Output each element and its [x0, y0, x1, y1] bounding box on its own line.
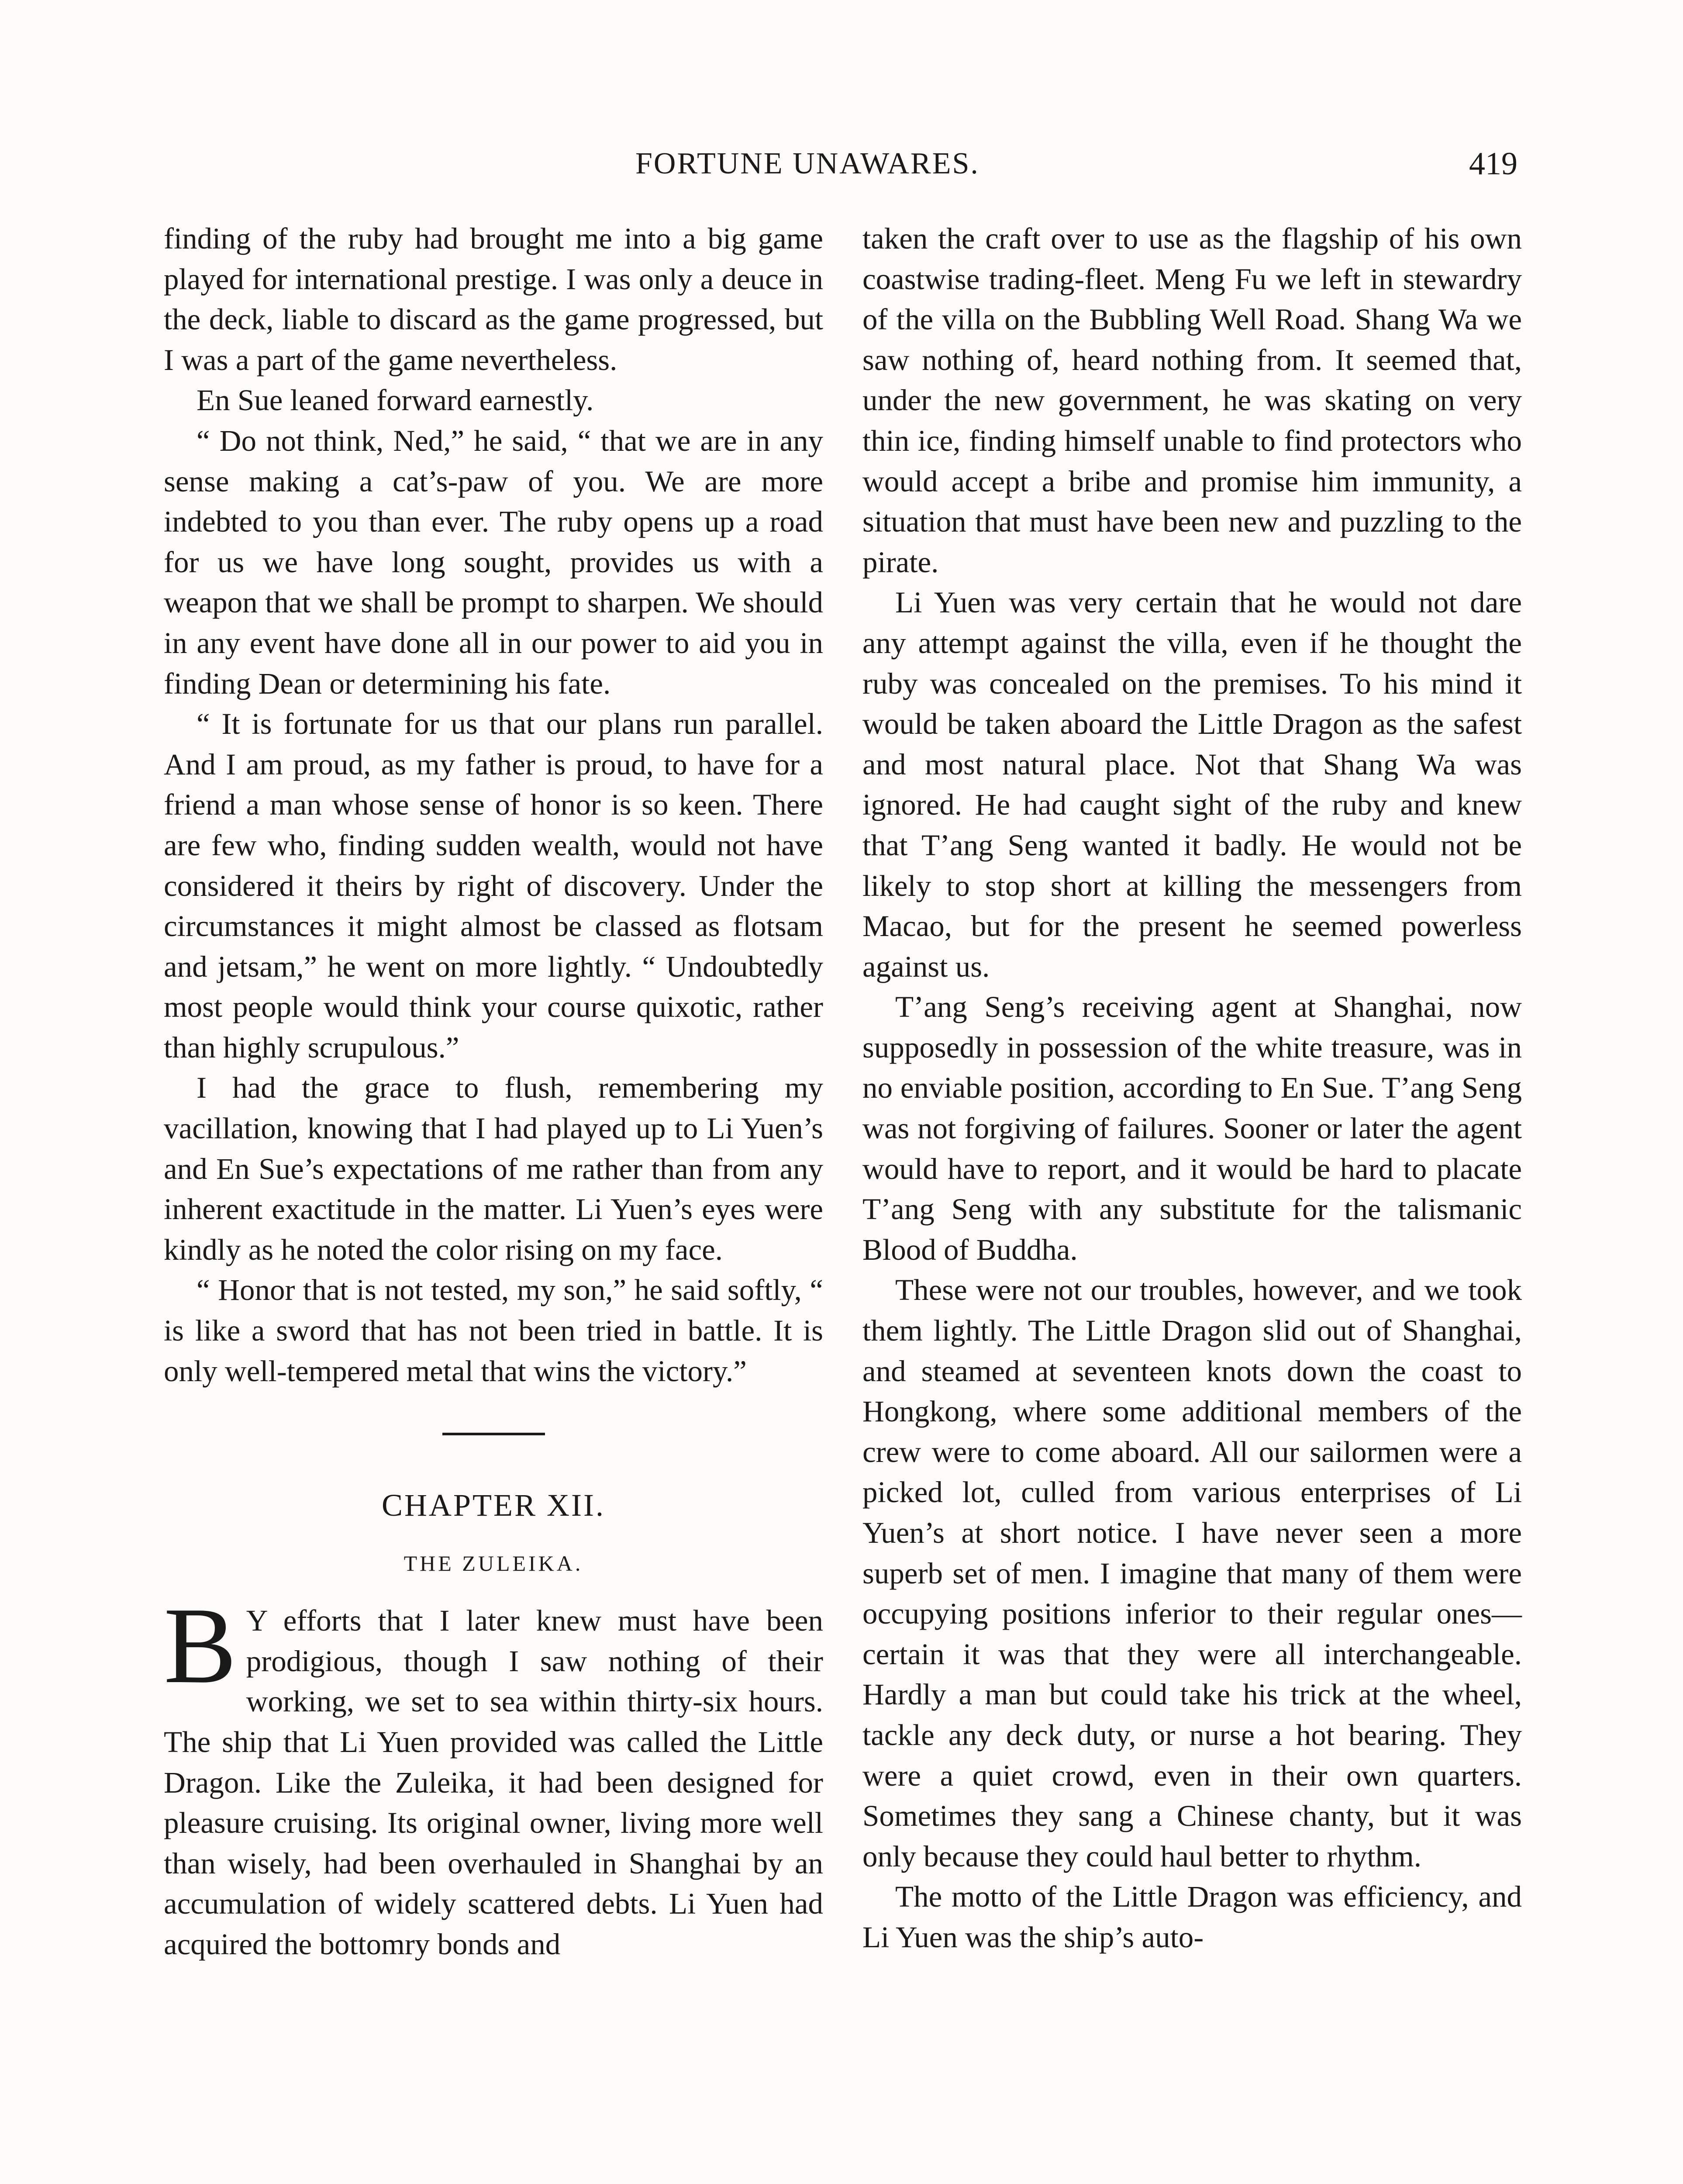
page-number: 419	[1469, 146, 1517, 182]
paragraph: “ It is fortunate for us that our plans run parallel. And I am proud, as my father is proud, to have for a friend a man whose sense of honor is so keen. There are few who, finding sudden wealth, would not have considered it theirs by right of discovery. Under the circumstances it might almost be classed as flotsam and jetsam,” he went on more lightly. “ Undoubtedly most people would think your course quixotic, rather than highly scrupulous.”	[164, 707, 823, 1064]
chapter-opening-paragraph	[164, 1585, 823, 1964]
running-head	[164, 138, 1517, 190]
paragraph: “ Honor that is not tested, my son,” he said softly, “ is like a sword that has not been tried in battle. It is only well-tempered metal that wins the victory.”	[164, 1273, 823, 1388]
chapter-subtitle: THE ZULEIKA.	[404, 1551, 583, 1576]
paragraph: “ Do not think, Ned,” he said, “ that we are in any sense making a cat’s-paw of you. We are more indebted to you than ever. The ruby opens up a road for us we have long sought, provides us with a weapon that we shall be prompt to sharpen. We should in any event have done all in our power to aid you in finding Dean or determining his fate.	[164, 424, 823, 700]
paragraph-text: Y efforts that I later knew must have been prodigious, though I saw nothing of their working, we set to sea within thirty-six hours. The ship that Li Yuen provided was called the Little Dragon. Like the Zuleika, it had been designed for pleasure cruising. Its original owner, living more well than wisely, had been overhauled in Shanghai by an accumulation of widely scattered debts. Li Yuen had acquired the bottomry bonds and	[164, 1604, 823, 1961]
section-divider	[442, 1433, 545, 1435]
paragraph: T’ang Seng’s receiving agent at Shanghai, now supposedly in possession of the white treasure, was in no enviable position, according to En Sue. T’ang Seng was not forgiving of failures. Sooner or later the agent would have to report, and it would be hard to placate T’ang Seng with any substitute for the talismanic Blood of Buddha.	[862, 990, 1522, 1266]
paragraph: The motto of the Little Dragon was efficiency, and Li Yuen was the ship’s auto-	[862, 1880, 1522, 1954]
running-title: FORTUNE UNAWARES.	[635, 147, 979, 180]
drop-cap: B	[164, 1585, 237, 1707]
chapter-title: CHAPTER XII.	[382, 1488, 605, 1523]
right-column	[862, 218, 1522, 1958]
paragraph: These were not our troubles, however, and we took them lightly. The Little Dragon slid out of Shanghai, and steamed at seventeen knots down the coast to Hongkong, where some additional members of the crew were to come aboard. All our sailormen were a picked lot, culled from various enterprises of Li Yuen’s at short notice. I have never seen a more superb set of men. I imagine that many of them were occupying positions inferior to their regular ones—certain it was that they were all interchangeable. Hardly a man but could take his trick at the wheel, tackle any deck duty, or nurse a hot bearing. They were a quiet crowd, even in their own quarters. Sometimes they sang a Chinese chanty, but it was only because they could haul better to rhythm.	[862, 1273, 1522, 1873]
paragraph: Li Yuen was very certain that he would not dare any attempt against the villa, even if he thought the ruby was concealed on the premises. To his mind it would be taken aboard the Little Dragon as the safest and most natural place. Not that Shang Wa was ignored. He had caught sight of the ruby and knew that T’ang Seng wanted it badly. He would not be likely to stop short at killing the messengers from Macao, but for the present he seemed powerless against us.	[862, 586, 1522, 983]
paragraph: taken the craft over to use as the flagship of his own coastwise trading-fleet. Meng Fu we left in stewardry of the villa on the Bubbling Well Road. Shang Wa we saw nothing of, heard nothing from. It seemed that, under the new government, he was skating on very thin ice, finding himself unable to find protectors who would accept a bribe and promise him immunity, a situation that must have been new and puzzling to the pirate.	[862, 222, 1522, 579]
paragraph: I had the grace to flush, remembering my vacillation, knowing that I had played up to Li Yuen’s and En Sue’s expectations of me rather than from any inherent exactitude in the matter. Li Yuen’s eyes were kindly as he noted the color rising on my face.	[164, 1071, 823, 1266]
left-column	[164, 218, 823, 1965]
paragraph: En Sue leaned forward earnestly.	[197, 384, 594, 417]
paragraph: finding of the ruby had brought me into a big game played for international prestige. I was only a deuce in the deck, liable to discard as the game progressed, but I was a part of the game nevertheless.	[164, 222, 823, 377]
